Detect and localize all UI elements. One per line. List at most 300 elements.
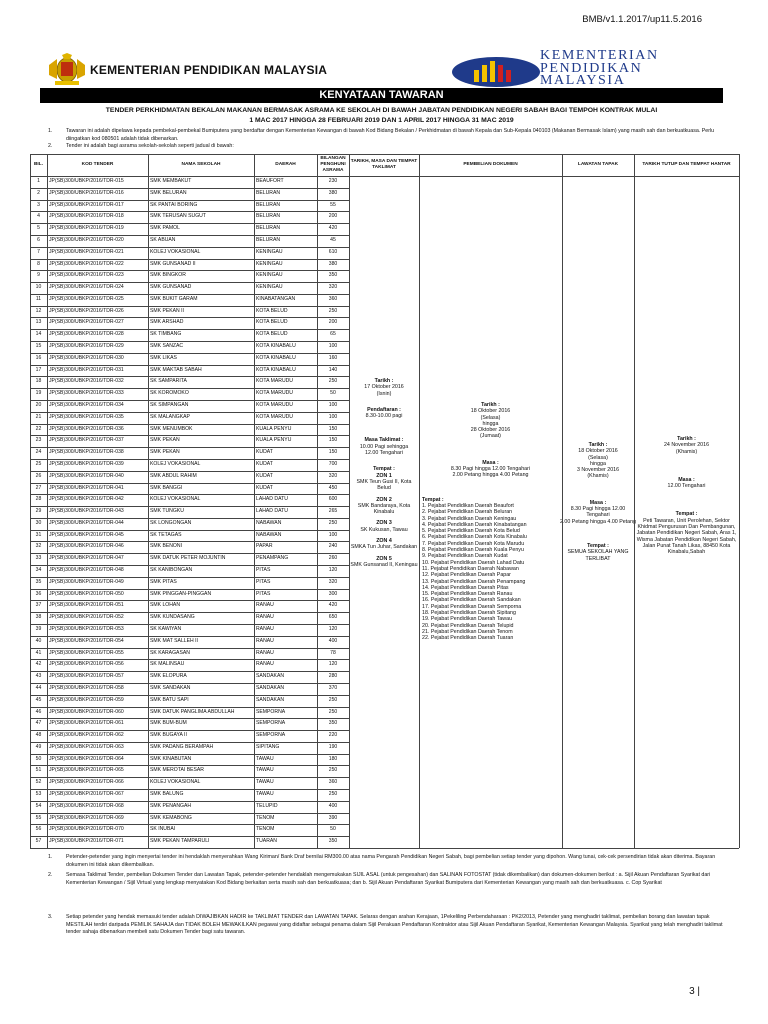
zone-venue: SK Kukusan, Tawau (360, 526, 408, 533)
cell-daerah: KENINGAU (256, 248, 283, 255)
cell-bil: 40 (35, 637, 42, 644)
zone-venue: SMKA Tun Juhar, Sandakan (350, 544, 418, 551)
table-row (30, 518, 349, 530)
cell-daerah: KUDAT (256, 484, 273, 491)
cell-bilangan: 700 (328, 460, 338, 467)
table-row (30, 341, 349, 353)
note-item (48, 128, 718, 143)
cell-kod-tender: JP(SB)300/UBKP/2016/TDR-022 (49, 260, 124, 267)
cell-daerah: RANAU (256, 614, 274, 621)
document-venue-label: Tempat : (422, 496, 444, 503)
cell-nama-sekolah: SMK PEKAN (150, 449, 180, 456)
cell-kod-tender: JP(SB)300/UBKP/2016/TDR-027 (49, 319, 124, 326)
cell-daerah: LAHAD DATU (256, 496, 288, 503)
table-row (30, 200, 349, 212)
cell-kod-tender: JP(SB)300/UBKP/2016/TDR-053 (49, 626, 124, 632)
document-venue-item: 1. Pejabat Pendidikan Daerah Beaufort (422, 502, 514, 509)
table-row (30, 577, 349, 589)
cell-daerah: RANAU (256, 626, 274, 632)
cell-bilangan: 220 (328, 732, 338, 739)
cell-bil: 30 (35, 519, 42, 526)
cell-nama-sekolah: SMK MEMBAKUT (150, 178, 192, 184)
cell-kod-tender: JP(SB)300/UBKP/2016/TDR-063 (49, 743, 124, 750)
cell-kod-tender: JP(SB)300/UBKP/2016/TDR-056 (49, 661, 124, 668)
cell-bil: 11 (35, 295, 42, 302)
cell-bil: 8 (37, 260, 40, 267)
cell-bilangan: 320 (328, 284, 338, 291)
site-visit-time-morning: 8.30 Pagi hingga 12.00 (570, 506, 626, 513)
cell-nama-sekolah: SMK BATU SAPI (150, 696, 189, 703)
document-time-morning: 8.30 Pagi hingga 12.00 Tengahari (450, 466, 531, 473)
table-row (30, 765, 349, 777)
cell-bilangan: 350 (328, 838, 338, 845)
site-visit-venue-label: Tempat : (587, 542, 609, 549)
cell-bil: 31 (35, 531, 42, 538)
cell-bilangan: 160 (328, 354, 338, 361)
cell-nama-sekolah: SMK KUNDASANG (150, 614, 195, 621)
zone-label: ZON 3 (376, 520, 392, 527)
cell-nama-sekolah: SK KOROMOKO (150, 390, 189, 397)
cell-nama-sekolah: SMK ABDUL RAHIM (150, 472, 197, 479)
cell-bilangan: 300 (328, 590, 338, 597)
cell-bil: 49 (35, 743, 42, 750)
cell-daerah: PITAS (256, 567, 271, 574)
cell-bil: 12 (35, 307, 42, 314)
cell-kod-tender: JP(SB)300/UBKP/2016/TDR-020 (49, 236, 124, 243)
cell-daerah: KOTA KINABALU (256, 354, 296, 361)
cell-bilangan: 120 (328, 661, 338, 668)
document-venue-item: 22. Pejabat Pendidikan Daerah Tuaran (422, 635, 514, 642)
cell-daerah: SEMPORNA (256, 708, 286, 715)
cell-bilangan: 250 (328, 708, 338, 715)
cell-daerah: PENAMPANG (256, 555, 289, 562)
cell-bil: 28 (35, 496, 42, 503)
cell-daerah: KENINGAU (256, 260, 283, 267)
cell-bil: 57 (35, 838, 42, 845)
cell-bilangan: 380 (328, 260, 338, 267)
table-row (30, 388, 349, 400)
table-row (30, 282, 349, 294)
cell-bil: 43 (35, 673, 42, 680)
cell-bil: 33 (35, 555, 42, 562)
document-day-end: (Jumaat) (480, 433, 501, 440)
header-bil: BIL. (33, 162, 44, 167)
cell-kod-tender: JP(SB)300/UBKP/2016/TDR-050 (49, 590, 124, 597)
cell-kod-tender: JP(SB)300/UBKP/2016/TDR-028 (49, 331, 124, 338)
cell-nama-sekolah: SMK KEMABONG (150, 814, 192, 821)
table-row (30, 683, 349, 695)
cell-nama-sekolah: SMK PAMOL (150, 225, 180, 232)
cell-bil: 48 (35, 732, 42, 739)
cell-nama-sekolah: SK TETAGAS (150, 531, 182, 538)
logo-line-3: MALAYSIA (540, 73, 626, 88)
document-venue-item: 11. Pejabat Pendidikan Daerah Nabawan (422, 565, 519, 572)
cell-bilangan: 420 (328, 602, 338, 609)
briefing-time-start: 10.00 Pagi sehingga (359, 443, 409, 450)
cell-daerah: TENOM (256, 814, 275, 821)
table-row (30, 317, 349, 329)
table-row (30, 754, 349, 766)
cell-bilangan: 390 (328, 814, 338, 821)
cell-kod-tender: JP(SB)300/UBKP/2016/TDR-066 (49, 779, 124, 786)
cell-daerah: KOTA BELUD (256, 331, 288, 338)
cell-bil: 50 (35, 755, 42, 762)
cell-bilangan: 360 (328, 779, 338, 786)
cell-bilangan: 100 (328, 402, 338, 408)
cell-kod-tender: JP(SB)300/UBKP/2016/TDR-064 (49, 755, 124, 762)
table-row (30, 506, 349, 518)
site-visit-date-end: 3 November 2016 (576, 467, 620, 474)
footnote-number: 3. (48, 914, 53, 920)
document-time-afternoon: 2.00 Petang hingga 4.00 Petang (452, 472, 529, 479)
cell-bil: 3 (37, 201, 40, 208)
cell-kod-tender: JP(SB)300/UBKP/2016/TDR-047 (49, 555, 124, 562)
taklimat-date: 17 Oktober 2016 (364, 384, 404, 391)
cell-daerah: LAHAD DATU (256, 508, 288, 515)
cell-kod-tender: JP(SB)300/UBKP/2016/TDR-018 (49, 213, 124, 220)
table-row (30, 565, 349, 577)
table-row (30, 624, 349, 636)
cell-nama-sekolah: SK PANTAI BORING (150, 201, 198, 208)
cell-kod-tender: JP(SB)300/UBKP/2016/TDR-016 (49, 189, 124, 196)
cell-bilangan: 240 (328, 543, 338, 550)
cell-bil: 47 (35, 720, 42, 727)
cell-daerah: BEAUFORT (256, 178, 284, 184)
cell-daerah: SEMPORNA (256, 732, 286, 739)
cell-bil: 55 (35, 814, 42, 821)
cell-nama-sekolah: SMK DATUK PANGLIMA ABDULLAH (150, 708, 235, 715)
tender-table (30, 154, 739, 848)
closing-time: 12.00 Tengahari (667, 483, 706, 490)
cell-bilangan: 180 (328, 755, 338, 762)
cell-bilangan: 120 (328, 567, 338, 574)
cell-bil: 13 (35, 319, 42, 326)
cell-bilangan: 250 (328, 696, 338, 703)
table-row (30, 671, 349, 683)
table-row (30, 801, 349, 813)
document-venue-item: 20. Pejabat Pendidikan Daerah Telupid (422, 622, 514, 629)
table-column-line (634, 154, 635, 848)
cell-bil: 34 (35, 567, 42, 574)
cell-nama-sekolah: SK MALANGKAP (150, 413, 190, 420)
cell-daerah: RANAU (256, 602, 274, 609)
cell-bil: 38 (35, 614, 42, 621)
cell-bilangan: 55 (330, 201, 336, 208)
cell-nama-sekolah: SMK PADANG BERAMPAH (150, 743, 214, 750)
cell-nama-sekolah: SMK BINGKOR (150, 272, 186, 279)
cell-kod-tender: JP(SB)300/UBKP/2016/TDR-023 (49, 272, 124, 279)
cell-kod-tender: JP(SB)300/UBKP/2016/TDR-071 (49, 838, 124, 845)
cell-bil: 25 (35, 460, 42, 467)
cell-bilangan: 78 (330, 649, 336, 656)
table-row (30, 541, 349, 553)
footnote-number: 2. (48, 872, 53, 878)
closing-day: (Khamis) (675, 448, 698, 455)
closing-date: 24 November 2016 (663, 442, 710, 449)
header-tarikh-tutup: TARIKH TUTUP DAN TEMPAT HANTAR (642, 162, 731, 167)
cell-daerah: KOTA MARUDU (256, 378, 293, 385)
ministry-logo-text (540, 50, 659, 88)
cell-bilangan: 250 (328, 378, 338, 385)
header-pembelian-dokumen: PEMBELIAN DOKUMEN (463, 162, 518, 167)
cell-nama-sekolah: SMK PEKAN II (150, 307, 184, 314)
cell-kod-tender: JP(SB)300/UBKP/2016/TDR-051 (49, 602, 124, 609)
site-visit-time-morning-end: Tengahari (586, 512, 610, 519)
cell-kod-tender: JP(SB)300/UBKP/2016/TDR-048 (49, 567, 124, 574)
cell-kod-tender: JP(SB)300/UBKP/2016/TDR-019 (49, 225, 124, 232)
document-venue-item: 8. Pejabat Pendidikan Daerah Kuala Penyu (422, 547, 524, 554)
cell-bilangan: 260 (328, 555, 338, 562)
document-venue-item: 14. Pejabat Pendidikan Daerah Pitas (422, 584, 509, 591)
cell-kod-tender: JP(SB)300/UBKP/2016/TDR-043 (49, 508, 124, 515)
table-row (30, 235, 349, 247)
cell-daerah: KOTA MARUDU (256, 402, 293, 408)
site-visit-details (560, 442, 636, 562)
cell-kod-tender: JP(SB)300/UBKP/2016/TDR-057 (49, 673, 124, 680)
cell-kod-tender: JP(SB)300/UBKP/2016/TDR-061 (49, 720, 124, 727)
header-lawatan-tapak: LAWATAN TAPAK (577, 162, 619, 167)
footnote-item (48, 872, 728, 887)
cell-nama-sekolah: SMK PITAS (150, 578, 177, 585)
tender-heading-line-2: 1 MAC 2017 HINGGA 28 FEBRUARI 2019 DAN 1 APRIL 2017 HINGGA 31 MAC 2019 (249, 117, 514, 124)
table-row (30, 188, 349, 200)
cell-nama-sekolah: SMK BENONI (150, 543, 182, 550)
cell-daerah: BELURAN (256, 189, 281, 196)
cell-bil: 10 (35, 284, 42, 291)
cell-kod-tender: JP(SB)300/UBKP/2016/TDR-021 (49, 248, 124, 255)
zone-venue: SMK Teun Gusi II, Kota Belud (356, 478, 412, 492)
header-taklimat: TARIKH, MASA DAN TEMPAT TAKLIMAT (350, 159, 418, 170)
document-venue-item: 12. Pejabat Pendidikan Daerah Papar (422, 572, 511, 579)
cell-daerah: TELUPID (256, 802, 278, 809)
cell-bilangan: 230 (328, 178, 338, 184)
cell-daerah: TENOM (256, 826, 275, 833)
table-row-line (30, 848, 739, 849)
site-visit-time-afternoon: 2.00 Petang hingga 4.00 Petang (560, 518, 636, 525)
cell-bilangan: 100 (328, 413, 338, 420)
table-row (30, 259, 349, 271)
cell-daerah: RANAU (256, 661, 274, 668)
registration-time: 8.30-10.00 pagi (365, 413, 403, 420)
cell-bil: 29 (35, 508, 42, 515)
cell-bil: 1 (37, 178, 40, 184)
cell-daerah: TUARAN (256, 838, 277, 845)
table-row (30, 742, 349, 754)
cell-bil: 46 (35, 708, 42, 715)
cell-nama-sekolah: SMK ELOPURA (150, 673, 187, 680)
cell-daerah: TAWAU (256, 755, 274, 762)
cell-daerah: PITAS (256, 590, 271, 597)
cell-bilangan: 450 (328, 484, 338, 491)
cell-bilangan: 200 (328, 319, 338, 326)
table-row (30, 400, 349, 412)
cell-kod-tender: JP(SB)300/UBKP/2016/TDR-034 (49, 402, 124, 408)
header-daerah: DAERAH (275, 162, 296, 167)
document-venue-item: 7. Pejabat Pendidikan Daerah Kota Marudu (422, 540, 525, 547)
cell-bil: 5 (37, 225, 40, 232)
document-venue-item: 6. Pejabat Pendidikan Daerah Kota Kinabalu (422, 534, 527, 541)
cell-daerah: SIPITANG (256, 743, 280, 750)
cell-nama-sekolah: SK SIMPANGAN (150, 402, 189, 408)
cell-bilangan: 350 (328, 720, 338, 727)
table-row (30, 659, 349, 671)
cell-bilangan: 360 (328, 295, 338, 302)
cell-bil: 41 (35, 649, 42, 656)
cell-nama-sekolah: SMK GUNSANAD II (150, 260, 196, 267)
cell-nama-sekolah: SMK BUKIT GARAM (150, 295, 198, 302)
cell-kod-tender: JP(SB)300/UBKP/2016/TDR-054 (49, 637, 124, 644)
document-day-start: (Selasa) (480, 414, 501, 421)
cell-bil: 27 (35, 484, 42, 491)
cell-kod-tender: JP(SB)300/UBKP/2016/TDR-068 (49, 802, 124, 809)
cell-kod-tender: JP(SB)300/UBKP/2016/TDR-033 (49, 390, 124, 397)
table-row (30, 836, 349, 848)
cell-daerah: KOTA KINABALU (256, 343, 296, 350)
cell-bilangan: 45 (330, 236, 336, 243)
table-row (30, 730, 349, 742)
cell-bil: 32 (35, 543, 42, 550)
cell-kod-tender: JP(SB)300/UBKP/2016/TDR-070 (49, 826, 124, 833)
cell-daerah: BELURAN (256, 213, 281, 220)
cell-nama-sekolah: SK KARAGASAN (150, 649, 190, 656)
table-row (30, 553, 349, 565)
cell-nama-sekolah: SMK MAKTAB SABAH (150, 366, 202, 373)
table-row (30, 636, 349, 648)
note-number: 1. (48, 128, 53, 134)
cell-daerah: KENINGAU (256, 284, 283, 291)
cell-nama-sekolah: SMK PINGGAN-PINGGAN (150, 590, 212, 597)
cell-kod-tender: JP(SB)300/UBKP/2016/TDR-031 (49, 366, 124, 373)
cell-daerah: KUALA PENYU (256, 425, 292, 432)
table-row (30, 483, 349, 495)
cell-nama-sekolah: SMK BANGGI (150, 484, 183, 491)
document-venue-item: 3. Pejabat Pendidikan Daerah Keningau (422, 515, 517, 522)
cell-kod-tender: JP(SB)300/UBKP/2016/TDR-025 (49, 295, 124, 302)
site-visit-date-label: Tarikh : (588, 442, 608, 448)
logo-line-2: PENDIDIKAN (540, 60, 643, 76)
cell-bilangan: 150 (328, 425, 338, 432)
tender-heading-line-1: TENDER PERKHIDMATAN BEKALAN MAKANAN BERMASAK ASRAMA KE SEKOLAH DI BAWAH JABATAN PENDIDIKAN NEGERI SABAH BAGI TEMPOH KONTRAK MULAI (105, 107, 658, 114)
table-row (30, 223, 349, 235)
cell-bilangan: 610 (328, 248, 338, 255)
site-visit-day-start: (Selasa) (588, 454, 608, 461)
cell-nama-sekolah: SMK BUM-BUM (150, 720, 187, 727)
cell-bilangan: 650 (328, 614, 338, 621)
document-time-label: Masa : (482, 459, 499, 466)
venue-label: Tempat : (373, 466, 395, 473)
cell-kod-tender: JP(SB)300/UBKP/2016/TDR-032 (49, 378, 124, 385)
document-venue-item: 17. Pejabat Pendidikan Daerah Semporna (422, 603, 522, 610)
logo-line-1: KEMENTERIAN (540, 48, 659, 63)
closing-venue-label: Tempat : (675, 511, 698, 518)
cell-kod-tender: JP(SB)300/UBKP/2016/TDR-042 (49, 496, 124, 503)
cell-bil: 39 (35, 626, 42, 632)
table-row (30, 600, 349, 612)
cell-bil: 15 (35, 343, 42, 350)
cell-bil: 17 (35, 366, 42, 373)
cell-bilangan: 120 (328, 626, 338, 632)
cell-nama-sekolah: SMK SANDAKAN (150, 684, 191, 691)
cell-nama-sekolah: SMK MEROTAI BESAR (150, 767, 204, 774)
document-venue-item: 18. Pejabat Pendidikan Daerah Sipitang (422, 610, 516, 617)
cell-kod-tender: JP(SB)300/UBKP/2016/TDR-045 (49, 531, 124, 538)
cell-nama-sekolah: SMK TERUSAN SUGUT (150, 213, 206, 220)
closing-time-label: Masa : (678, 476, 695, 483)
cell-bil: 22 (35, 425, 42, 432)
cell-bil: 20 (35, 402, 42, 408)
note-number: 2. (48, 143, 53, 150)
note-text: Tawaran ini adalah dipelawa kepada pembekal-pembekal Bumiputera yang berdaftar dengan Kementerian Kewangan di bawah Kod Bidang Bekalan / Perkhidmatan di bawah Kepala dan Sub-Kepala 040103 (Makanan Bermasak Islam) yang masih sah dan berkuatkuasa. Perlu diingatkan kod 080501 adalah tidak dibenarkan. (66, 128, 715, 142)
cell-nama-sekolah: KOLEJ VOKASIONAL (150, 460, 201, 467)
cell-kod-tender: JP(SB)300/UBKP/2016/TDR-067 (49, 791, 124, 798)
table-row (30, 435, 349, 447)
cell-bilangan: 400 (328, 637, 338, 644)
cell-kod-tender: JP(SB)300/UBKP/2016/TDR-069 (49, 814, 124, 821)
document-venue-item: 13. Pejabat Pendidikan Daerah Penampang (422, 578, 526, 585)
closing-details (636, 436, 737, 556)
cell-daerah: NABAWAN (256, 519, 282, 526)
document-date-start: 18 Oktober 2016 (470, 408, 511, 415)
cell-nama-sekolah: SK KANIBONGAN (150, 567, 193, 574)
zone-label: ZON 4 (376, 538, 392, 545)
cell-bil: 14 (35, 331, 42, 338)
cell-bilangan: 50 (330, 826, 336, 833)
table-row (30, 707, 349, 719)
cell-nama-sekolah: SMK BELURAN (150, 189, 187, 196)
cell-bilangan: 100 (328, 343, 338, 350)
intro-notes (48, 128, 718, 151)
briefing-time-label: Masa Taklimat : (364, 437, 404, 444)
cell-nama-sekolah: SK SAMPARITA (150, 378, 187, 385)
cell-bilangan: 150 (328, 437, 338, 444)
table-row (30, 718, 349, 730)
cell-kod-tender: JP(SB)300/UBKP/2016/TDR-046 (49, 543, 124, 550)
cell-daerah: SANDAKAN (256, 684, 285, 691)
table-row (30, 824, 349, 836)
cell-bil: 37 (35, 602, 42, 609)
table-column-line (419, 154, 420, 848)
cell-bil: 52 (35, 779, 42, 786)
table-row (30, 353, 349, 365)
cell-kod-tender: JP(SB)300/UBKP/2016/TDR-059 (49, 696, 124, 703)
table-row (30, 612, 349, 624)
document-venue-item: 19. Pejabat Pendidikan Daerah Tawau (422, 616, 513, 623)
cell-bilangan: 420 (328, 225, 338, 232)
cell-kod-tender: JP(SB)300/UBKP/2016/TDR-039 (49, 460, 124, 467)
cell-kod-tender: JP(SB)300/UBKP/2016/TDR-029 (49, 343, 124, 350)
malaysia-crest-logo (45, 53, 89, 87)
zone-venue: SMK Bandaraya, Kota Kinabalu (357, 502, 411, 516)
cell-daerah: KUDAT (256, 472, 273, 479)
cell-bilangan: 400 (328, 802, 338, 809)
briefing-time-end: 12.00 Tengahari (365, 450, 403, 457)
cell-daerah: KENINGAU (256, 272, 283, 279)
table-row (30, 471, 349, 483)
cell-bil: 35 (35, 578, 42, 585)
table-column-line (739, 154, 740, 848)
cell-daerah: BELURAN (256, 201, 281, 208)
cell-kod-tender: JP(SB)300/UBKP/2016/TDR-036 (49, 425, 124, 432)
cell-bilangan: 190 (328, 743, 338, 750)
cell-daerah: SEMPORNA (256, 720, 286, 727)
site-visit-day-end: (Khamis) (587, 473, 609, 480)
table-row (30, 789, 349, 801)
cell-daerah: TAWAU (256, 779, 274, 786)
cell-kod-tender: JP(SB)300/UBKP/2016/TDR-026 (49, 307, 124, 314)
cell-bilangan: 140 (328, 366, 338, 373)
cell-nama-sekolah: KOLEJ VOKASIONAL (150, 248, 201, 255)
ministry-name: KEMENTERIAN PENDIDIKAN MALAYSIA (90, 63, 328, 77)
